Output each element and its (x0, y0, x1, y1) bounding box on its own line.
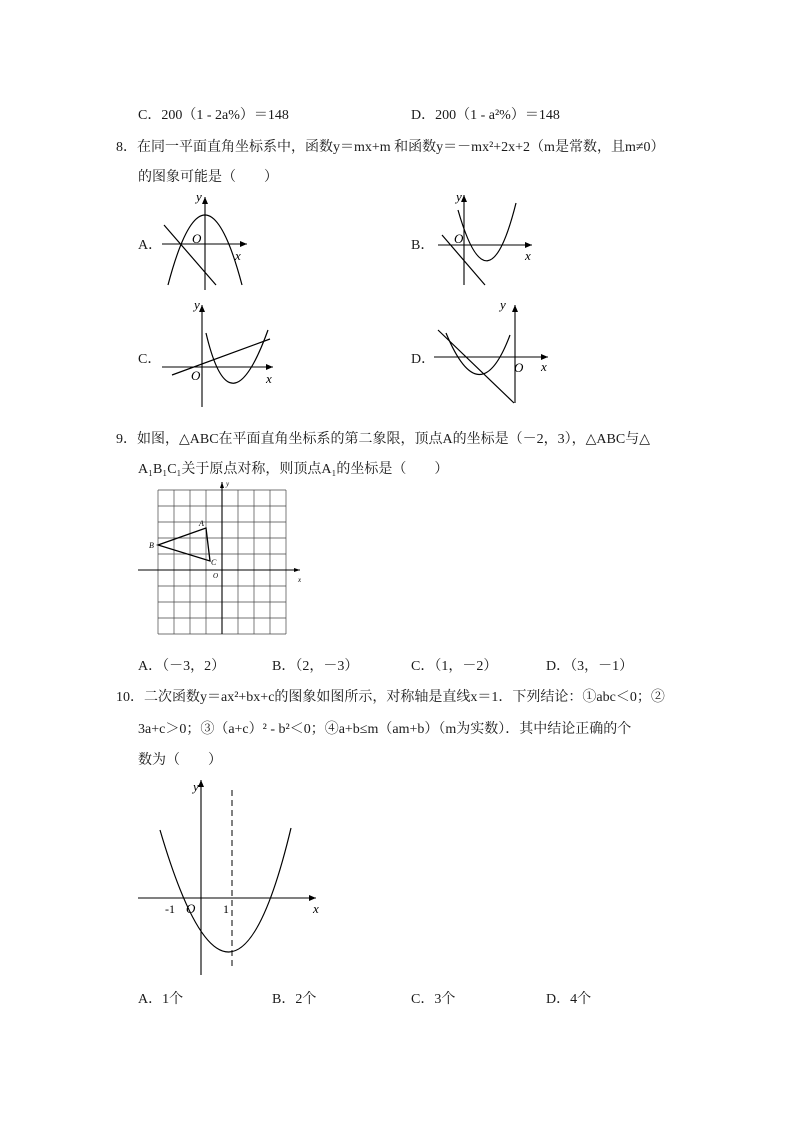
parabola-curve (160, 828, 291, 952)
q8-label-b: B． (411, 238, 435, 253)
origin-label: O (213, 572, 219, 580)
q9-stem-line2: A₁B₁C₁关于原点对称，则顶点A₁的坐标是（ ） (138, 462, 449, 477)
x-label: x (525, 248, 531, 263)
q9-stem-line1: 9．如图，△ABC在平面直角坐标系的第二象限，顶点A的坐标是（－2，3），△ABC与△ (116, 432, 650, 447)
q8-graph-a (150, 185, 260, 295)
q10-option-a: A．1个 (138, 992, 184, 1007)
point-c-label: C (211, 558, 217, 567)
q7-option-c: C．200（1 - 2a%）＝148 (138, 108, 289, 123)
q8-label-a: A． (138, 238, 163, 253)
y-arrow-icon (220, 482, 224, 488)
y-arrow-icon (199, 305, 205, 312)
parabola-curve (206, 330, 268, 383)
origin-label: O (191, 368, 201, 383)
q9-option-b: B．（2，－3） (272, 659, 359, 674)
y-label: y (196, 189, 202, 204)
y-label: y (193, 779, 199, 794)
y-label: y (194, 297, 200, 312)
x-label: x (313, 901, 319, 916)
q10-option-c: C．3个 (411, 992, 456, 1007)
q10-option-b: B．2个 (272, 992, 317, 1007)
origin-label: O (186, 901, 196, 916)
x-arrow-icon (240, 241, 247, 247)
x-arrow-icon (266, 364, 273, 370)
y-arrow-icon (202, 197, 208, 204)
q8-graph-c (158, 295, 283, 415)
y-label: y (500, 297, 506, 312)
q8-graph-d (430, 295, 555, 410)
line-graph (164, 225, 216, 285)
line-graph (438, 330, 514, 403)
q10-parabola-graph (138, 770, 338, 980)
point-a-label: A (199, 519, 204, 528)
q7-option-d: D．200（1 - a²%）＝148 (411, 108, 560, 123)
q10-option-d: D．4个 (546, 992, 592, 1007)
q8-graph-b (430, 185, 540, 295)
q10-stem-line2: 3a+c＞0；③（a+c）² - b²＜0；④a+b≤m（am+b）（m为实数）．其中结论正确的个 (138, 722, 632, 737)
q10-stem-line1: 10．二次函数y＝ax²+bx+c的图象如图所示，对称轴是直线x＝1．下列结论：①abc＜0；② (116, 690, 665, 705)
y-label: y (456, 189, 462, 204)
x-label: x (541, 359, 547, 374)
parabola-curve (458, 203, 516, 261)
y-label: y (226, 480, 230, 488)
y-arrow-icon (198, 780, 204, 787)
one-label: 1 (223, 902, 229, 916)
y-arrow-icon (461, 195, 467, 202)
q9-coordinate-grid (138, 478, 308, 638)
q8-label-c: C． (138, 352, 162, 367)
q9-option-d: D．（3，－1） (546, 659, 634, 674)
q9-option-a: A．（－3，2） (138, 659, 226, 674)
q9-option-c: C．（1，－2） (411, 659, 498, 674)
x-arrow-icon (294, 568, 300, 572)
neg-one-label: -1 (165, 902, 175, 916)
q8-label-d: D． (411, 352, 436, 367)
x-label: x (266, 371, 272, 386)
origin-label: O (514, 360, 524, 375)
x-label: x (298, 576, 302, 584)
origin-label: O (454, 231, 464, 246)
q8-stem-line2: 的图象可能是（ ） (138, 170, 278, 185)
point-b-label: B (149, 541, 154, 550)
line-graph (172, 339, 270, 375)
q8-stem-line1: 8．在同一平面直角坐标系中，函数y＝mx+m 和函数y＝－mx²+2x+2（m是常数，且m≠0） (116, 140, 665, 155)
triangle-abc (158, 528, 210, 561)
y-arrow-icon (512, 305, 518, 312)
origin-label: O (192, 231, 202, 246)
x-label: x (235, 248, 241, 263)
q10-stem-line3: 数为（ ） (138, 753, 222, 768)
